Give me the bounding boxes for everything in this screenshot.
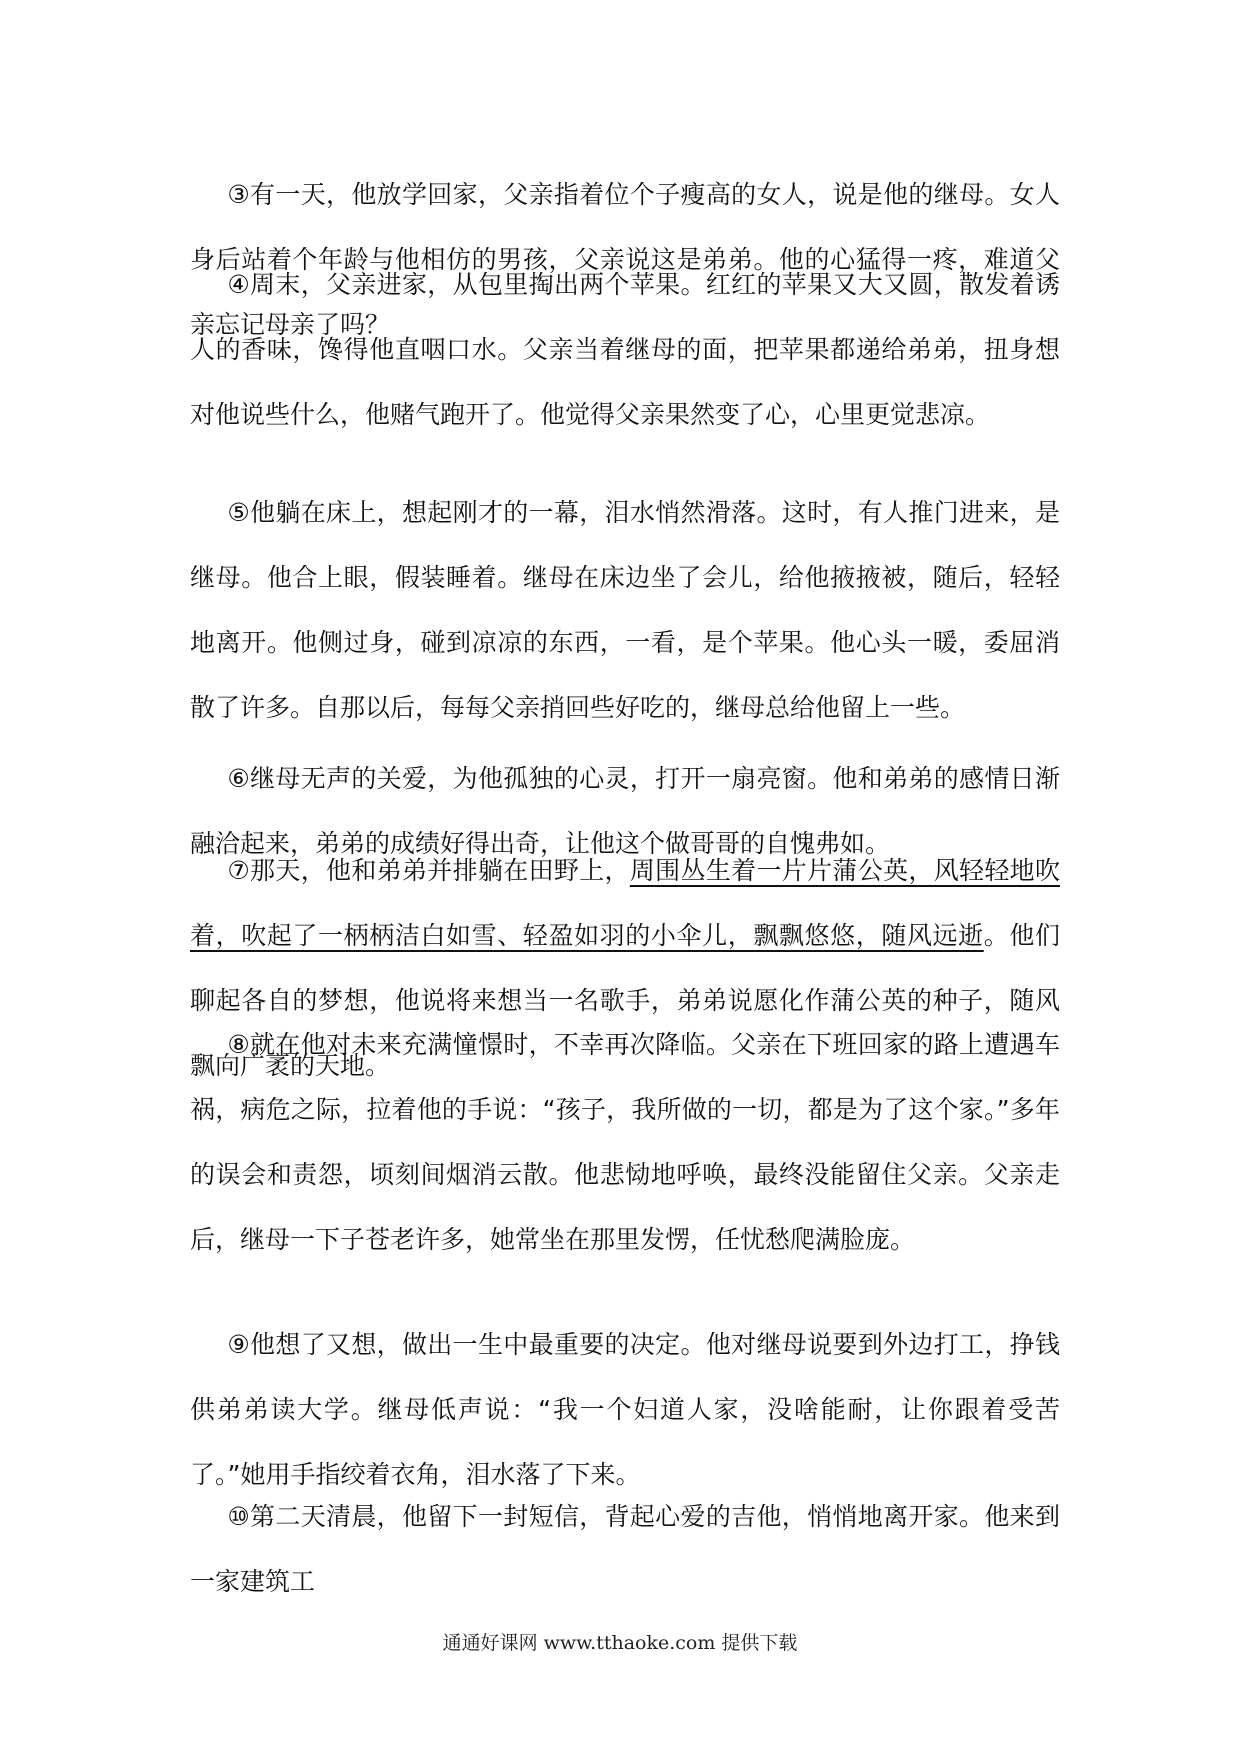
paragraph-4: ④周末，父亲进家，从包里掏出两个苹果。红红的苹果又大又圆，散发着诱人的香味，馋得他直咽口水。父亲当着继母的面，把苹果都递给弟弟，扭身想对他说些什么，他赌气跑开了。他觉得父亲果然变了心，心里更觉悲凉。 bbox=[190, 270, 1060, 429]
paragraph-8: ⑧就在他对未来充满憧憬时，不幸再次降临。父亲在下班回家的路上遭遇车祸，病危之际，拉着他的手说：“孩子，我所做的一切，都是为了这个家。”多年的误会和责怨，顷刻间烟消云散。他悲恸地呼唤，最终没能留住父亲。父亲走后，继母一下子苍老许多，她常坐在那里发愣，任忧愁爬满脸庞。 bbox=[190, 1030, 1060, 1254]
paragraph-5: ⑤他躺在床上，想起刚才的一幕，泪水悄然滑落。这时，有人推门进来，是继母。他合上眼，假装睡着。继母在床边坐了会儿，给他掖掖被，随后，轻轻地离开。他侧过身，碰到凉凉的东西，一看，是个苹果。他心头一暖，委屈消散了许多。自那以后，每每父亲捎回些好吃的，继母总给他留上一些。 bbox=[190, 498, 1060, 722]
paragraph-3: ③有一天，他放学回家，父亲指着位个子瘦高的女人，说是他的继母。女人身后站着个年龄与他相仿的男孩，父亲说这是弟弟。他的心猛得一疼，难道父亲忘记母亲了吗？ bbox=[190, 180, 1060, 339]
paragraph-9: ⑨他想了又想，做出一生中最重要的决定。他对继母说要到外边打工，挣钱供弟弟读大学。继母低声说：“我一个妇道人家，没啥能耐，让你跟着受苦了。”她用手指绞着衣角，泪水落了下来。 bbox=[190, 1330, 1060, 1489]
footer-credit: 通通好课网 www.tthaoke.com 提供下载 bbox=[442, 1632, 798, 1654]
paragraph-6: ⑥继母无声的关爱，为他孤独的心灵，打开一扇亮窗。他和弟弟的感情日渐融洽起来，弟弟的成绩好得出奇，让他这个做哥哥的自愧弗如。 bbox=[190, 764, 1060, 858]
paragraph-10: ⑩第二天清晨，他留下一封短信，背起心爱的吉他，悄悄地离开家。他来到一家建筑工 bbox=[190, 1502, 1060, 1596]
underlined-sentence: 周围丛生着一片片蒲公英，风轻轻地吹着，吹起了一柄柄洁白如雪、轻盈如羽的小伞儿，飘飘悠悠，随风远逝 bbox=[190, 856, 1060, 950]
paragraph-7: ⑦那天，他和弟弟并排躺在田野上，周围丛生着一片片蒲公英，风轻轻地吹着，吹起了一柄柄洁白如雪、轻盈如羽的小伞儿，飘飘悠悠，随风远逝。他们聊起各自的梦想，他说将来想当一名歌手，弟弟说愿化作蒲公英的种子，随风飘向广袤的天地。 bbox=[190, 856, 1060, 1080]
